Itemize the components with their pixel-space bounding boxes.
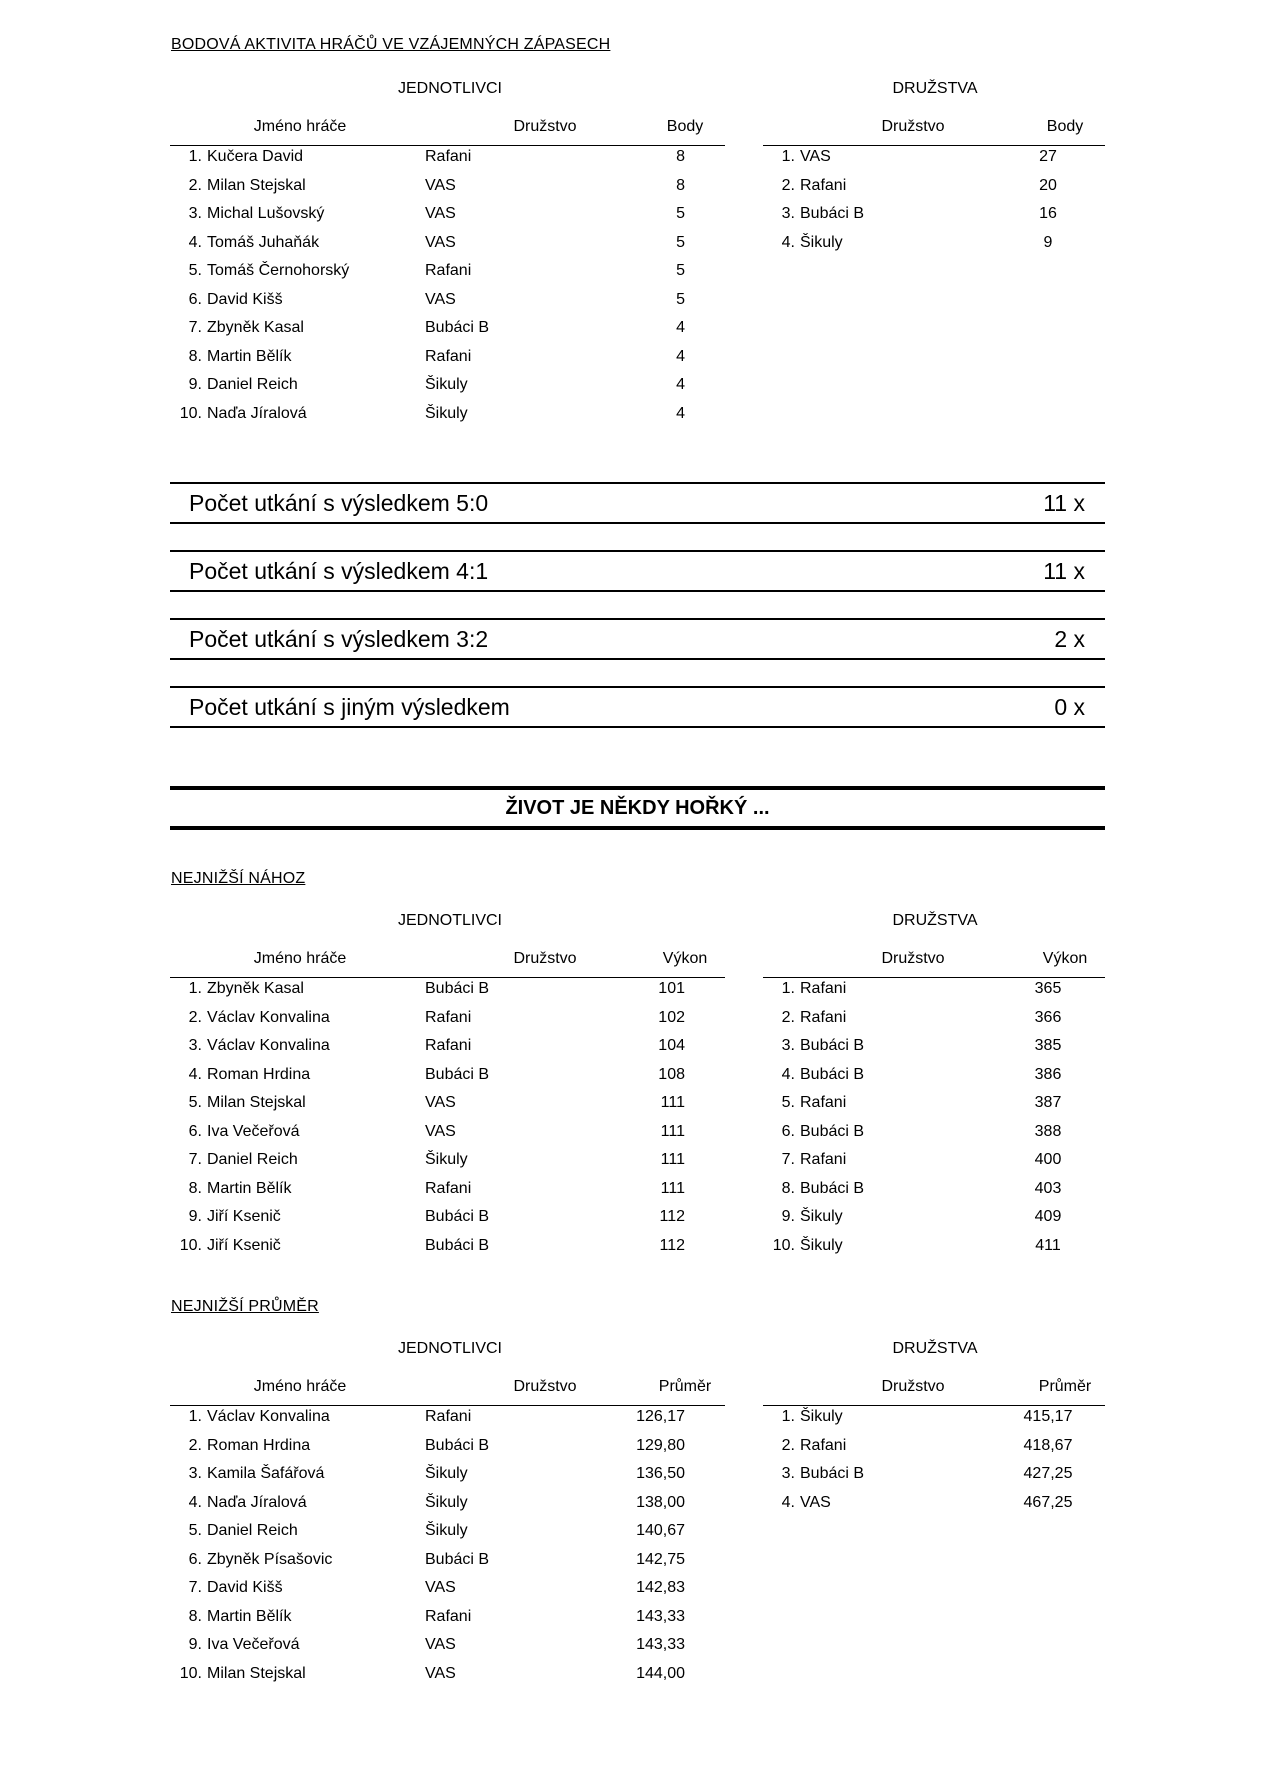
row-rank: 8.	[188, 347, 202, 365]
player-name: Milan Stejskal	[207, 1664, 306, 1682]
row-value: 102	[658, 1008, 685, 1026]
table-row	[763, 1066, 1105, 1090]
table-row	[170, 1208, 725, 1232]
team-name: Rafani	[425, 1037, 472, 1054]
row-value: 111	[660, 1122, 685, 1140]
team-name: Rafani	[800, 176, 847, 194]
table-row	[170, 148, 725, 172]
row-value: 5	[676, 290, 685, 308]
row-rank: 4.	[188, 1065, 202, 1083]
section-title-lowest-throw: NEJNIŽŠÍ NÁHOZ	[171, 870, 306, 887]
team-name: Rafani	[425, 262, 472, 279]
team-name: VAS	[425, 233, 456, 251]
team-name: Rafani	[800, 980, 847, 997]
section-banner: ŽIVOT JE NĚKDY HOŘKÝ ...	[170, 786, 1105, 830]
row-rank: 3.	[188, 1465, 202, 1482]
row-value: 4	[676, 319, 685, 336]
row-value: 104	[658, 1037, 685, 1054]
team-name: VAS	[425, 205, 456, 222]
row-value: 140,67	[636, 1522, 685, 1539]
player-name: Václav Konvalina	[207, 1008, 330, 1026]
stat-label: Počet utkání s výsledkem 3:2	[189, 626, 489, 652]
row-rank: 7.	[781, 1151, 795, 1168]
table-row	[170, 1151, 725, 1175]
table-row	[763, 148, 1105, 172]
team-name: VAS	[425, 290, 456, 308]
team-name: Bubáci B	[425, 980, 490, 997]
table-row	[170, 1665, 725, 1689]
team-name: Šikuly	[425, 1522, 468, 1539]
row-rank: 9.	[188, 1636, 202, 1653]
row-value: 9	[1043, 233, 1053, 251]
row-rank: 1.	[188, 1408, 202, 1425]
row-value: 143,33	[636, 1636, 685, 1653]
row-rank: 7.	[188, 1151, 202, 1168]
row-value: 142,83	[636, 1579, 685, 1596]
team-name: Bubáci B	[800, 1037, 865, 1054]
header-team: Družstvo	[513, 950, 577, 967]
team-name: Bubáci B	[800, 1179, 865, 1197]
player-name: David Kišš	[207, 290, 283, 308]
stat-row-other	[170, 686, 1105, 728]
row-value: 418,67	[1023, 1436, 1073, 1454]
header-divider	[170, 1405, 725, 1406]
table-row	[763, 1465, 1105, 1489]
table-row	[170, 376, 725, 400]
table-row	[170, 177, 725, 201]
section-title-points: BODOVÁ AKTIVITA HRÁČŮ VE VZÁJEMNÝCH ZÁPASECH	[171, 36, 611, 53]
team-name: Bubáci B	[800, 1122, 865, 1140]
row-value: 108	[658, 1065, 685, 1083]
row-value: 4	[676, 404, 685, 422]
table-row	[170, 1437, 725, 1461]
row-rank: 10.	[179, 1236, 202, 1254]
table-row	[763, 1437, 1105, 1461]
row-value: 138,00	[636, 1493, 685, 1511]
row-value: 8	[676, 176, 685, 194]
row-value: 111	[660, 1094, 685, 1111]
row-value: 27	[1039, 148, 1057, 165]
row-value: 112	[659, 1236, 685, 1254]
table-row	[763, 234, 1105, 258]
lowest-throw-individuals-table	[170, 950, 725, 1260]
lowest-throw-teams-table	[763, 950, 1105, 1260]
row-value: 126,17	[636, 1408, 685, 1425]
row-rank: 9.	[188, 376, 202, 393]
stat-row-4-1	[170, 550, 1105, 592]
header-divider	[763, 145, 1105, 146]
header-player-name: Jméno hráče	[253, 118, 347, 135]
table-row	[170, 1408, 725, 1432]
individuals-label: JEDNOTLIVCI	[397, 912, 502, 929]
row-value: 16	[1039, 205, 1057, 222]
points-individuals-table	[170, 118, 725, 428]
header-team: Družstvo	[881, 1378, 945, 1395]
row-value: 366	[1034, 1008, 1062, 1026]
row-rank: 2.	[781, 1436, 795, 1454]
row-rank: 6.	[188, 1550, 202, 1568]
team-name: Šikuly	[800, 1236, 843, 1254]
row-rank: 9.	[188, 1208, 202, 1225]
player-name: Tomáš Černohorský	[207, 262, 350, 279]
row-rank: 5.	[188, 1522, 202, 1539]
section-title-lowest-average: NEJNIŽŠÍ PRŮMĚR	[171, 1298, 319, 1315]
stat-count: 2 x	[1054, 626, 1085, 652]
row-value: 427,25	[1023, 1465, 1073, 1482]
player-name: Naďa Jíralová	[207, 404, 307, 422]
teams-label: DRUŽSTVA	[892, 912, 978, 929]
header-divider	[170, 977, 725, 978]
table-row	[170, 1123, 725, 1147]
row-rank: 3.	[188, 1037, 202, 1054]
row-value: 111	[660, 1179, 685, 1197]
stat-row-3-2	[170, 618, 1105, 660]
team-name: Rafani	[425, 148, 472, 165]
player-name: Milan Stejskal	[207, 1094, 306, 1111]
player-name: Zbyněk Kasal	[207, 980, 304, 997]
team-name: Šikuly	[425, 1151, 468, 1168]
player-name: Jiří Ksenič	[207, 1208, 281, 1225]
team-name: Bubáci B	[425, 319, 490, 336]
table-row	[170, 1037, 725, 1061]
team-name: Šikuly	[425, 404, 468, 422]
team-name: Bubáci B	[800, 1465, 865, 1482]
player-name: Václav Konvalina	[207, 1408, 330, 1425]
table-row	[763, 980, 1105, 1004]
row-rank: 4.	[781, 233, 795, 251]
table-row	[170, 1608, 725, 1632]
player-name: David Kišš	[207, 1579, 283, 1596]
table-row	[170, 291, 725, 315]
team-name: Bubáci B	[425, 1436, 490, 1454]
team-name: Bubáci B	[800, 1065, 865, 1083]
table-row	[763, 1237, 1105, 1261]
row-rank: 5.	[781, 1094, 795, 1111]
team-name: Šikuly	[425, 376, 468, 393]
row-rank: 4.	[188, 233, 202, 251]
header-divider	[170, 145, 725, 146]
header-team: Družstvo	[881, 118, 945, 135]
stat-label: Počet utkání s výsledkem 4:1	[189, 558, 489, 584]
row-rank: 2.	[188, 1008, 202, 1026]
row-value: 387	[1034, 1094, 1062, 1111]
team-name: Rafani	[425, 1408, 472, 1425]
row-rank: 1.	[781, 980, 795, 997]
header-team: Družstvo	[513, 118, 577, 135]
row-rank: 3.	[781, 1465, 795, 1482]
team-name: Šikuly	[800, 1208, 843, 1225]
player-name: Jiří Ksenič	[207, 1236, 281, 1254]
table-row	[170, 1066, 725, 1090]
player-name: Kamila Šafářová	[207, 1465, 325, 1482]
row-value: 111	[660, 1151, 685, 1168]
player-name: Iva Večeřová	[207, 1122, 300, 1140]
player-name: Tomáš Juhaňák	[207, 233, 320, 251]
team-name: Šikuly	[425, 1465, 468, 1482]
row-rank: 10.	[772, 1236, 795, 1254]
header-value: Průměr	[658, 1378, 712, 1395]
stat-label: Počet utkání s výsledkem 5:0	[189, 490, 489, 516]
teams-label: DRUŽSTVA	[892, 1340, 978, 1357]
individuals-label: JEDNOTLIVCI	[397, 1340, 502, 1357]
row-rank: 6.	[188, 290, 202, 308]
table-row	[170, 1237, 725, 1261]
table-row	[763, 1208, 1105, 1232]
row-value: 143,33	[636, 1607, 685, 1625]
header-player-name: Jméno hráče	[253, 1378, 347, 1395]
row-value: 5	[676, 205, 685, 222]
row-rank: 8.	[188, 1607, 202, 1625]
player-name: Václav Konvalina	[207, 1037, 330, 1054]
player-name: Milan Stejskal	[207, 176, 306, 194]
row-rank: 1.	[188, 980, 202, 997]
team-name: Bubáci B	[425, 1550, 490, 1568]
player-name: Roman Hrdina	[207, 1436, 311, 1454]
row-value: 409	[1034, 1208, 1062, 1225]
row-rank: 6.	[188, 1122, 202, 1140]
lowest-average-individuals-table	[170, 1378, 725, 1688]
row-rank: 3.	[781, 205, 795, 222]
row-value: 144,00	[636, 1664, 685, 1682]
player-name: Martin Bělík	[207, 347, 292, 365]
team-name: Bubáci B	[425, 1236, 490, 1254]
team-name: VAS	[800, 1493, 831, 1511]
individuals-label: JEDNOTLIVCI	[397, 80, 502, 97]
team-name: Šikuly	[800, 1408, 843, 1425]
player-name: Daniel Reich	[207, 1522, 298, 1539]
team-name: Bubáci B	[425, 1065, 490, 1083]
team-name: Bubáci B	[425, 1208, 490, 1225]
row-rank: 1.	[781, 148, 795, 165]
header-team: Družstvo	[513, 1378, 577, 1395]
row-value: 388	[1034, 1122, 1062, 1140]
row-value: 101	[658, 980, 685, 997]
row-rank: 2.	[781, 176, 795, 194]
lowest-average-teams-table	[763, 1378, 1105, 1518]
stat-count: 11 x	[1043, 558, 1085, 584]
row-value: 385	[1034, 1037, 1062, 1054]
team-name: Rafani	[800, 1008, 847, 1026]
player-name: Martin Bělík	[207, 1179, 292, 1197]
header-team: Družstvo	[881, 950, 945, 967]
row-rank: 2.	[188, 1436, 202, 1454]
table-row	[170, 1465, 725, 1489]
player-name: Zbyněk Kasal	[207, 319, 304, 336]
table-row	[763, 1494, 1105, 1518]
table-row	[763, 1037, 1105, 1061]
header-value: Průměr	[1038, 1378, 1092, 1395]
row-rank: 2.	[781, 1008, 795, 1026]
row-rank: 1.	[188, 148, 202, 165]
table-row	[170, 1551, 725, 1575]
player-name: Daniel Reich	[207, 1151, 298, 1168]
table-row	[170, 980, 725, 1004]
row-rank: 7.	[188, 1579, 202, 1596]
table-row	[170, 319, 725, 343]
row-value: 8	[676, 148, 685, 165]
row-rank: 10.	[179, 1664, 202, 1682]
row-value: 386	[1034, 1065, 1062, 1083]
player-name: Martin Bělík	[207, 1607, 292, 1625]
table-row	[170, 262, 725, 286]
team-name: VAS	[425, 1122, 456, 1140]
header-value: Body	[1046, 118, 1084, 135]
row-rank: 4.	[188, 1493, 202, 1511]
team-name: VAS	[425, 1094, 456, 1111]
row-value: 411	[1035, 1236, 1061, 1254]
row-value: 5	[676, 262, 685, 279]
row-rank: 5.	[188, 262, 202, 279]
row-value: 20	[1039, 176, 1057, 194]
team-name: VAS	[800, 148, 831, 165]
row-value: 142,75	[636, 1550, 685, 1568]
header-divider	[763, 977, 1105, 978]
table-row	[170, 205, 725, 229]
row-rank: 6.	[781, 1122, 795, 1140]
table-row	[170, 405, 725, 429]
team-name: VAS	[425, 1664, 456, 1682]
row-rank: 3.	[781, 1037, 795, 1054]
player-name: Iva Večeřová	[207, 1636, 300, 1653]
team-name: Rafani	[425, 1607, 472, 1625]
row-value: 4	[676, 376, 685, 393]
row-value: 112	[659, 1208, 685, 1225]
table-row	[170, 234, 725, 258]
header-divider	[763, 1405, 1105, 1406]
player-name: Naďa Jíralová	[207, 1493, 307, 1511]
player-name: Zbyněk Písašovic	[207, 1550, 333, 1568]
table-row	[763, 1094, 1105, 1118]
table-row	[763, 177, 1105, 201]
team-name: Rafani	[425, 1008, 472, 1026]
player-name: Daniel Reich	[207, 376, 298, 393]
row-value: 4	[676, 347, 685, 365]
row-rank: 8.	[188, 1179, 202, 1197]
row-value: 400	[1034, 1151, 1062, 1168]
team-name: Šikuly	[800, 233, 843, 251]
header-value: Body	[666, 118, 704, 135]
player-name: Roman Hrdina	[207, 1065, 311, 1083]
row-rank: 8.	[781, 1179, 795, 1197]
team-name: Rafani	[800, 1436, 847, 1454]
stat-label: Počet utkání s jiným výsledkem	[189, 694, 510, 720]
row-value: 365	[1034, 980, 1062, 997]
table-row	[763, 1123, 1105, 1147]
player-name: Michal Lušovský	[207, 205, 325, 222]
row-value: 129,80	[636, 1436, 685, 1454]
table-row	[170, 1180, 725, 1204]
header-player-name: Jméno hráče	[253, 950, 347, 967]
team-name: Rafani	[800, 1151, 847, 1168]
row-rank: 10.	[179, 404, 202, 422]
row-value: 5	[676, 233, 685, 251]
header-value: Výkon	[1042, 950, 1088, 967]
header-value: Výkon	[662, 950, 708, 967]
table-row	[170, 1094, 725, 1118]
stat-count: 11 x	[1043, 490, 1085, 516]
table-row	[170, 1009, 725, 1033]
row-rank: 5.	[188, 1094, 202, 1111]
team-name: Rafani	[800, 1094, 847, 1111]
row-value: 467,25	[1023, 1493, 1073, 1511]
team-name: Rafani	[425, 347, 472, 365]
table-row	[763, 205, 1105, 229]
team-name: Bubáci B	[800, 205, 865, 222]
stat-row-5-0	[170, 482, 1105, 524]
row-rank: 2.	[188, 176, 202, 194]
row-rank: 4.	[781, 1493, 795, 1511]
table-row	[170, 1522, 725, 1546]
row-rank: 1.	[781, 1408, 795, 1425]
table-row	[170, 1636, 725, 1660]
row-rank: 4.	[781, 1065, 795, 1083]
row-rank: 7.	[188, 319, 202, 336]
row-value: 136,50	[636, 1465, 685, 1482]
row-rank: 3.	[188, 205, 202, 222]
points-teams-table	[763, 118, 1105, 258]
team-name: VAS	[425, 1636, 456, 1653]
team-name: VAS	[425, 176, 456, 194]
table-row	[170, 348, 725, 372]
team-name: Rafani	[425, 1179, 472, 1197]
table-row	[763, 1408, 1105, 1432]
table-row	[170, 1494, 725, 1518]
row-value: 403	[1034, 1179, 1062, 1197]
table-row	[763, 1151, 1105, 1175]
row-value: 415,17	[1023, 1408, 1073, 1425]
table-row	[170, 1579, 725, 1603]
team-name: VAS	[425, 1579, 456, 1596]
player-name: Kučera David	[207, 148, 304, 165]
table-row	[763, 1009, 1105, 1033]
teams-label: DRUŽSTVA	[892, 80, 978, 97]
table-row	[763, 1180, 1105, 1204]
stat-count: 0 x	[1054, 694, 1085, 720]
team-name: Šikuly	[425, 1493, 468, 1511]
row-rank: 9.	[781, 1208, 795, 1225]
